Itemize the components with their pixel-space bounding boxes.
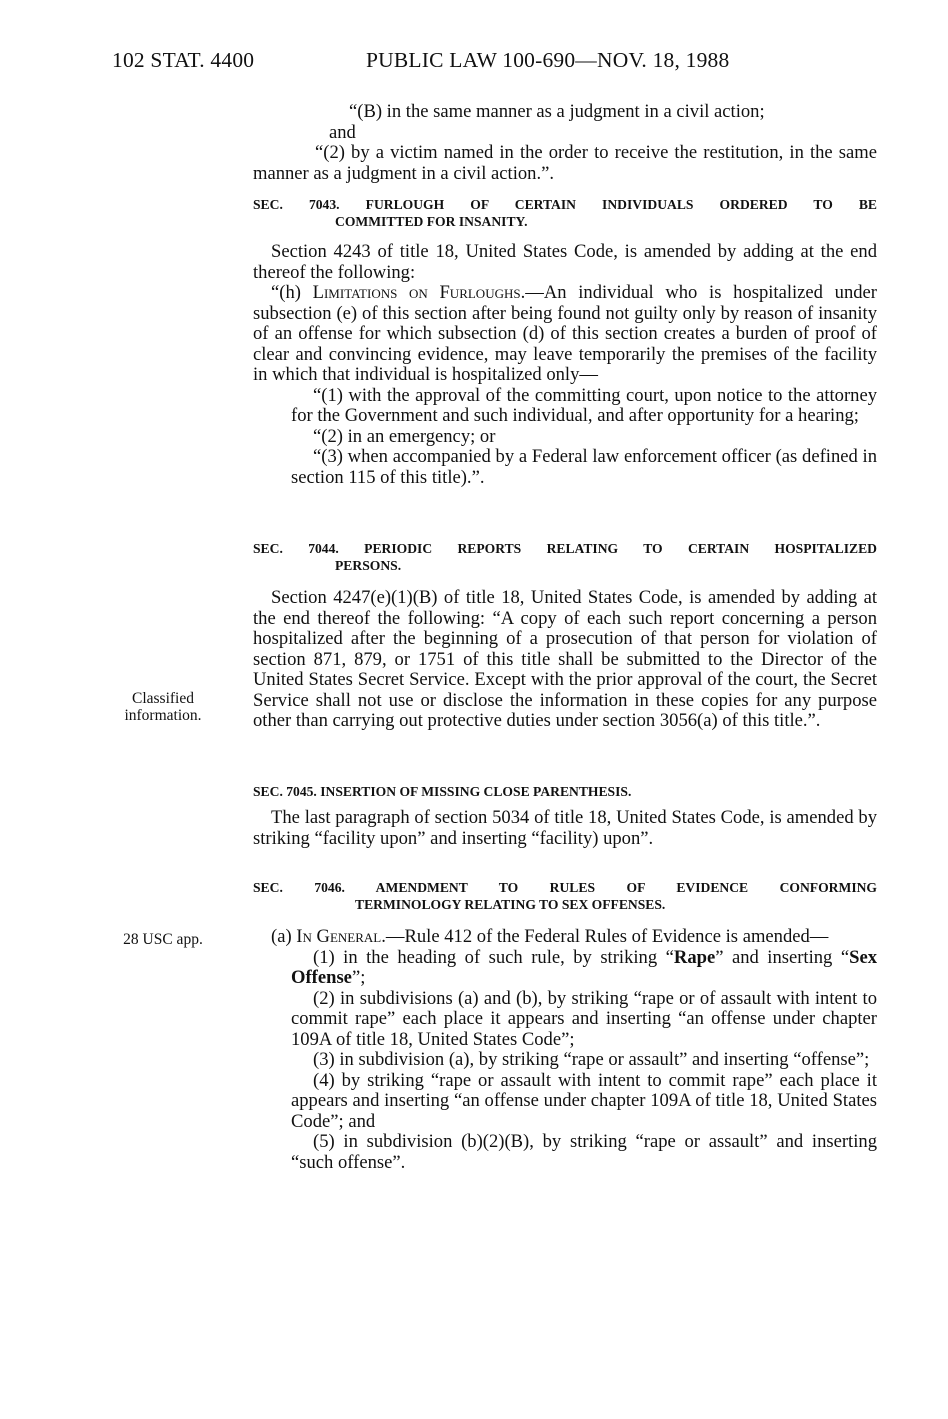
sec-7043-title: FURLOUGH OF CERTAIN INDIVIDUALS ORDERED TO BE xyxy=(365,197,878,212)
sec-7043-body xyxy=(253,242,877,488)
sec-7043-heading-line1 xyxy=(253,197,877,214)
sec-7043-item-2: “(2) in an emergency; or xyxy=(313,425,496,447)
sec-7046-a-heading: In General. xyxy=(296,926,386,947)
sec-7044-title: PERIODIC REPORTS RELATING TO CERTAIN HOSPITALIZED xyxy=(364,541,877,556)
sec-7043-title-line2: COMMITTED FOR INSANITY. xyxy=(335,213,528,229)
sec-7046-item-4: (4) by striking “rape or assault with intent to commit rape” each place it appears and inserting “an offense under chapter 109A of title 18, United States Code”; and xyxy=(291,1069,877,1132)
sec-7046-title-line2: TERMINOLOGY RELATING TO SEX OFFENSES. xyxy=(355,896,666,912)
sec-7045-heading xyxy=(253,784,877,801)
sec-7043-item-1: “(1) with the approval of the committing court, upon notice to the attorney for the Government and such individual, and after opportunity for a hearing; xyxy=(291,384,877,426)
continuation-2 xyxy=(253,143,877,184)
sec-7046-item-1-sex-offense: Sex Offense xyxy=(291,946,877,988)
margin-note-classified-line1: Classified xyxy=(132,690,194,707)
continuation-block xyxy=(253,102,877,184)
sec-7046-item-1-rape: Rape xyxy=(673,946,716,968)
sec-7046-heading-line1 xyxy=(253,880,877,897)
sec-7046-body xyxy=(253,927,877,1173)
sec-7046-a xyxy=(253,927,877,948)
sec-7046-a-open: (a) xyxy=(271,926,297,947)
sec-7046-item-5: (5) in subdivision (b)(2)(B), by striking “rape or assault” and inserting “such offense”. xyxy=(291,1131,877,1173)
sec-7046-number: SEC. 7046. xyxy=(253,880,345,895)
sec-7043-item-3: “(3) when accompanied by a Federal law enforcement officer (as defined in section 115 of this title).”. xyxy=(291,446,877,488)
sec-7043-number: SEC. 7043. xyxy=(253,197,340,212)
page-stat-number: 102 STAT. 4400 xyxy=(112,48,255,72)
sec-7046-item-1-mid: ” and inserting “ xyxy=(715,946,850,968)
sec-7046-item-1-end: ”; xyxy=(351,967,366,988)
sec-7044-heading-line1 xyxy=(253,541,877,558)
page-header-title: PUBLIC LAW 100-690—NOV. 18, 1988 xyxy=(366,48,730,72)
sec-7045-text: The last paragraph of section 5034 of title 18, United States Code, is amended by striking “facility upon” and inserting “facility) upon”. xyxy=(253,807,877,849)
sec-7044-number: SEC. 7044. xyxy=(253,541,339,556)
sec-7045-title: INSERTION OF MISSING CLOSE PARENTHESIS. xyxy=(320,784,632,799)
sec-7046-heading xyxy=(253,880,877,913)
sec-7046-title: AMENDMENT TO RULES OF EVIDENCE CONFORMING xyxy=(375,880,878,895)
margin-note-classified-line2: information. xyxy=(124,707,202,724)
sec-7043-h-text: —An individual who is hospitalized under subsection (e) of this section after being found not guilty only by reason of insanity of an offense for which subsection (d) of this section creates a burden of proof of clear and convincing evidence, may leave temporarily the premises of the facility in which that individual is hospitalized only— xyxy=(253,282,877,385)
sec-7046-a-text: —Rule 412 of the Federal Rules of Evidence is amended— xyxy=(385,926,829,947)
margin-note-classified xyxy=(108,690,218,724)
sec-7043-intro: Section 4243 of title 18, United States Code, is amended by adding at the end thereof the following: xyxy=(253,241,877,283)
sec-7043-heading xyxy=(253,197,877,230)
sec-7043-h-heading: Limitations on Furloughs. xyxy=(312,282,526,303)
sec-7045-number: SEC. 7045. xyxy=(253,784,317,799)
sec-7044-text: Section 4247(e)(1)(B) of title 18, United States Code, is amended by adding at the end thereof the following: “A copy of each such report concerning a person hospitalized after the beginning of a prosecution of that person for violation of section 871, 879, or 1751 of this title shall be submitted to the Director of the United States Secret Service. Except with the prior approval of the court, the Secret Service shall not use or disclose the information in these copies for any purpose other than carrying out protective duties under section 3056(a) of this title.”. xyxy=(253,587,877,731)
sec-7046-item-3: (3) in subdivision (a), by striking “rape or assault” and inserting “offense”; xyxy=(313,1049,870,1070)
sec-7044-heading xyxy=(253,541,877,574)
continuation-b: “(B) in the same manner as a judgment in a civil action; xyxy=(349,101,765,122)
sec-7045-body xyxy=(253,808,877,849)
sec-7043-h-open: “(h) xyxy=(271,282,313,303)
margin-note-usc: 28 USC app. xyxy=(123,931,203,948)
continuation-and: and xyxy=(329,121,356,143)
sec-7046-item-1-pre: (1) in the heading of such rule, by striking “ xyxy=(313,946,674,968)
sec-7044-body xyxy=(253,588,877,732)
sec-7045-heading-line1 xyxy=(253,784,877,801)
sec-7043-h xyxy=(253,283,877,386)
sec-7046-item-1 xyxy=(253,948,877,989)
sec-7046-item-2: (2) in subdivisions (a) and (b), by striking “rape or of assault with intent to commit rape” each place it appears and inserting “an offense under chapter 109A of title 18, United States Code”; xyxy=(291,987,877,1050)
continuation-2-text: “(2) by a victim named in the order to receive the restitution, in the same manner as a judgment in a civil action.”. xyxy=(253,142,877,184)
sec-7044-title-line2: PERSONS. xyxy=(335,557,402,573)
